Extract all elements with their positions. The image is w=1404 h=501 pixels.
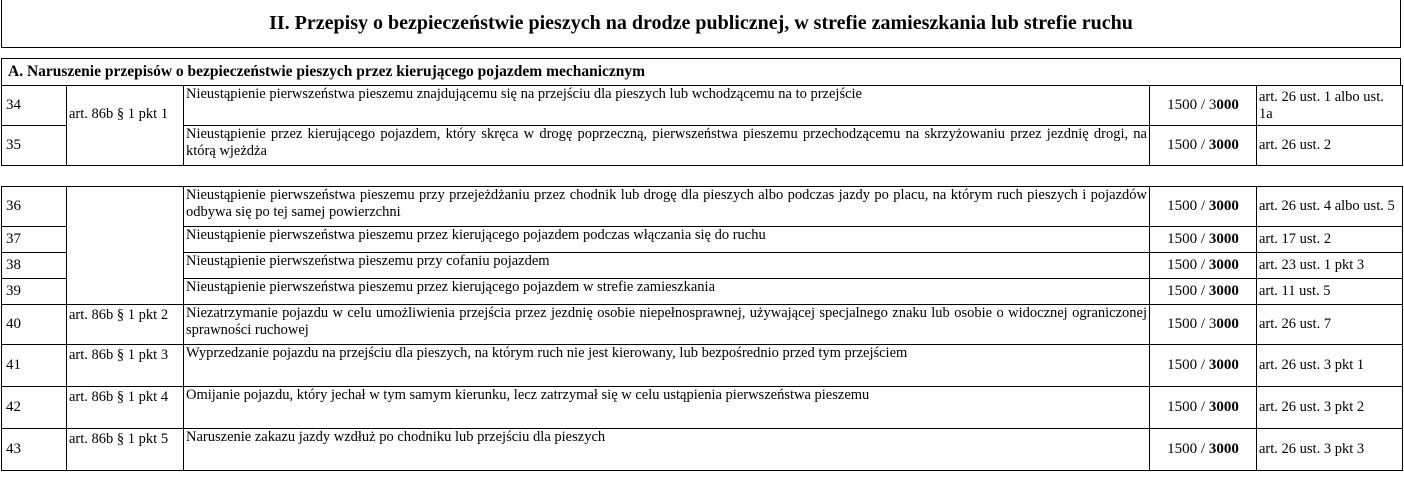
fine-amount-repeat: 3000: [1208, 137, 1239, 153]
offense-description: Nieustąpienie pierwszeństwa pieszemu znajdującemu się na przejściu dla pieszych lub wchodzącemu na to przejście: [184, 86, 1150, 126]
fine-amount-repeat: 3000: [1208, 357, 1239, 373]
row-number: 37: [2, 227, 67, 253]
offense-description: Omijanie pojazdu, który jechał w tym samym kierunku, lecz zatrzymał się w celu ustąpienia pierwszeństwa pieszemu: [184, 387, 1150, 429]
fine-amount: [1150, 126, 1257, 166]
offense-description: Nieustąpienie pierwszeństwa pieszemu przy cofaniu pojazdem: [184, 253, 1150, 279]
row-number: 40: [2, 305, 67, 345]
fine-amount-repeat: 3000: [1208, 399, 1239, 415]
law-reference: art. 26 ust. 3 pkt 1: [1257, 345, 1403, 387]
article-reference: art. 86b § 1 pkt 1: [67, 86, 184, 166]
row-number: 43: [2, 429, 67, 471]
offense-description: Niezatrzymanie pojazdu w celu umożliwienia przejścia przez jezdnię osobie niepełnosprawnej, używającej specjalnego znaku lub osobie o widocznej ograniczonej sprawności ruchowej: [184, 305, 1150, 345]
article-reference: art. 86b § 1 pkt 3: [67, 345, 184, 387]
article-reference: art. 86b § 1 pkt 2: [67, 305, 184, 345]
fine-amount-base: 1500 / 3: [1167, 97, 1217, 113]
offense-table-part-1: [1, 85, 1403, 166]
law-reference: art. 26 ust. 3 pkt 3: [1257, 429, 1403, 471]
fine-amount: [1150, 387, 1257, 429]
offense-description: Nieustąpienie pierwszeństwa pieszemu przy przejeżdżaniu przez chodnik lub drogę dla pieszych albo podczas jazdy po placu, na którym ruch pieszych i pojazdów odbywa się po tej samej powierzchni: [184, 187, 1150, 227]
fine-amount-repeat: 000: [1216, 97, 1239, 113]
offense-description: Nieustąpienie przez kierującego pojazdem, który skręca w drogę poprzeczną, pierwszeństwa pieszemu przechodzącemu na skrzyżowaniu przez jezdnię drogi, na którą wjeżdża: [184, 126, 1150, 166]
row-number: 34: [2, 86, 67, 126]
offense-description: Naruszenie zakazu jazdy wzdłuż po chodniku lub przejściu dla pieszych: [184, 429, 1150, 471]
law-reference: art. 11 ust. 5: [1257, 279, 1403, 305]
row-number: 36: [2, 187, 67, 227]
offense-table-part-2: [1, 186, 1403, 471]
law-reference: art. 26 ust. 2: [1257, 126, 1403, 166]
law-reference: art. 17 ust. 2: [1257, 227, 1403, 253]
offense-description: Nieustąpienie pierwszeństwa pieszemu przez kierującego pojazdem podczas włączania się do ruchu: [184, 227, 1150, 253]
fine-amount: [1150, 253, 1257, 279]
fine-amount-base: 1500 /: [1167, 231, 1209, 247]
table-row: [2, 429, 1403, 471]
table-row: [2, 253, 1403, 279]
fine-amount-base: 1500 /: [1167, 357, 1209, 373]
table-row: [2, 279, 1403, 305]
row-number: 41: [2, 345, 67, 387]
fine-amount-base: 1500 /: [1167, 257, 1209, 273]
fine-amount-repeat: 3000: [1208, 441, 1239, 457]
law-reference: art. 26 ust. 7: [1257, 305, 1403, 345]
fine-amount-repeat: 3000: [1208, 283, 1239, 299]
law-reference: art. 26 ust. 4 albo ust. 5: [1257, 187, 1403, 227]
fine-amount-base: 1500 /: [1167, 137, 1209, 153]
section-title: II. Przepisy o bezpieczeństwie pieszych na drodze publicznej, w strefie zamieszkania lub strefie ruchu: [1, 0, 1401, 48]
article-reference-empty: [67, 187, 184, 305]
row-number: 38: [2, 253, 67, 279]
row-number: 39: [2, 279, 67, 305]
table-row: [2, 345, 1403, 387]
table-row: [2, 305, 1403, 345]
table-row: [2, 187, 1403, 227]
fine-amount-repeat: 3000: [1208, 198, 1239, 214]
fine-amount-repeat: 000: [1216, 316, 1239, 332]
law-reference: art. 26 ust. 1 albo ust. 1a: [1257, 86, 1403, 126]
fine-amount-base: 1500 /: [1167, 283, 1209, 299]
fine-amount: [1150, 187, 1257, 227]
fine-amount: [1150, 279, 1257, 305]
article-reference: art. 86b § 1 pkt 4: [67, 387, 184, 429]
fine-amount: [1150, 345, 1257, 387]
article-reference: art. 86b § 1 pkt 5: [67, 429, 184, 471]
fine-amount-base: 1500 /: [1167, 441, 1209, 457]
offense-description: Nieustąpienie pierwszeństwa pieszemu przez kierującego pojazdem w strefie zamieszkania: [184, 279, 1150, 305]
fine-amount: [1150, 305, 1257, 345]
fine-amount: [1150, 86, 1257, 126]
table-row: [2, 387, 1403, 429]
fine-amount-repeat: 3000: [1208, 231, 1239, 247]
table-row: [2, 227, 1403, 253]
table-row: [2, 86, 1403, 126]
fine-amount-base: 1500 / 3: [1167, 316, 1217, 332]
row-number: 35: [2, 126, 67, 166]
fine-amount: [1150, 429, 1257, 471]
offense-description: Wyprzedzanie pojazdu na przejściu dla pieszych, na którym ruch nie jest kierowany, lub bezpośrednio przed tym przejściem: [184, 345, 1150, 387]
fine-amount-repeat: 3000: [1208, 257, 1239, 273]
subsection-title: A. Naruszenie przepisów o bezpieczeństwie pieszych przez kierującego pojazdem mechanicznym: [1, 58, 1401, 86]
fine-amount-base: 1500 /: [1167, 198, 1209, 214]
fine-amount-base: 1500 /: [1167, 399, 1209, 415]
table-row: [2, 126, 1403, 166]
law-reference: art. 26 ust. 3 pkt 2: [1257, 387, 1403, 429]
fine-amount: [1150, 227, 1257, 253]
law-reference: art. 23 ust. 1 pkt 3: [1257, 253, 1403, 279]
row-number: 42: [2, 387, 67, 429]
